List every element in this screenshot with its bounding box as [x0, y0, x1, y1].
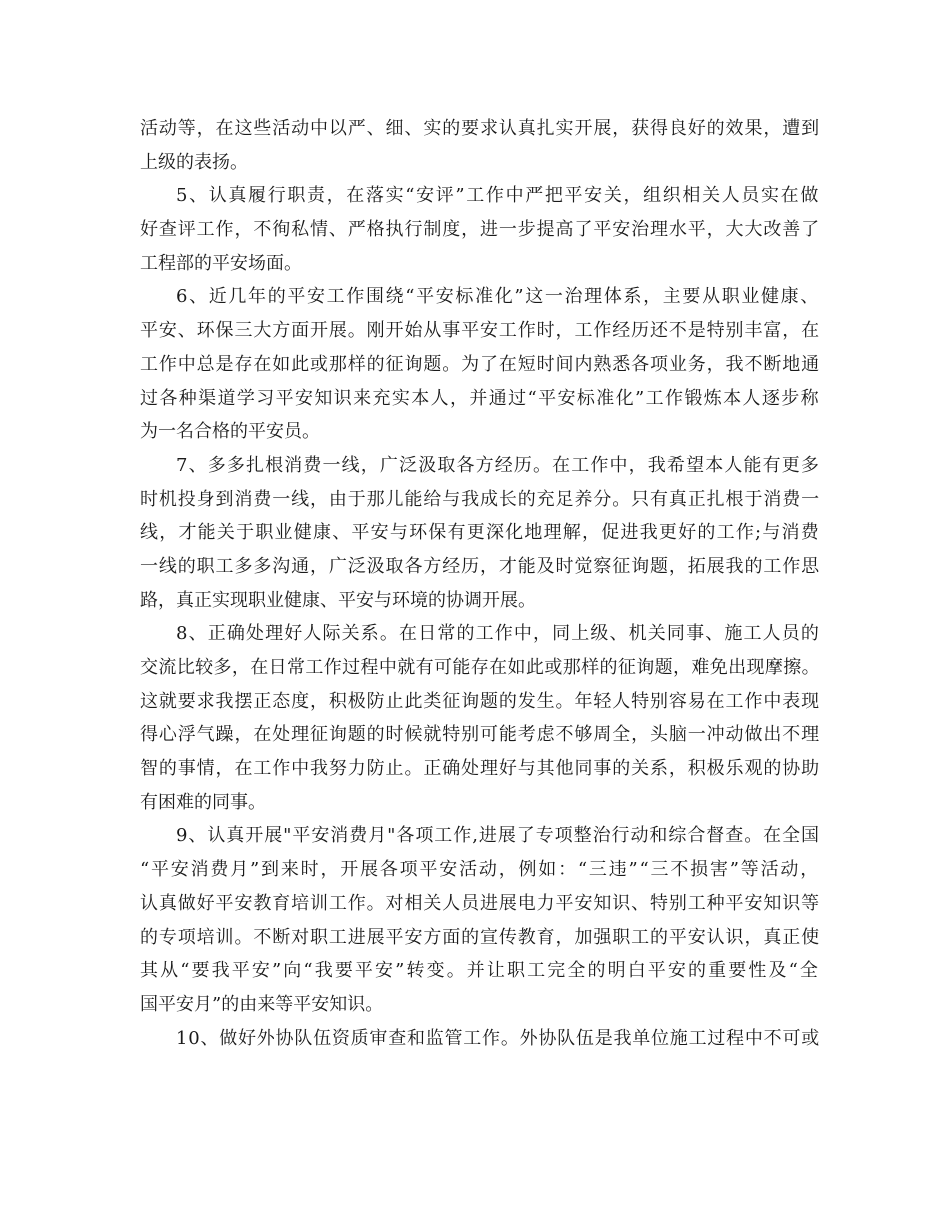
text-line: 国平安月”的由来等平安知识。: [140, 993, 384, 1015]
text-line: 过各种渠道学习平安知识来充实本人，并通过“平安标准化”工作锻炼本人逐步称: [140, 387, 821, 409]
paragraph-first-line: 8、正确处理好人际关系。在日常的工作中，同上级、机关同事、施工人员的: [176, 623, 821, 645]
text-line: 得心浮气躁，在处理征询题的时候就特别可能考虑不够周全，头脑一冲动做出不理: [140, 724, 820, 746]
text-line: 的专项培训。不断对职工进展平安方面的宣传教育，加强职工的平安认识，真正使: [140, 926, 820, 948]
paragraph-first-line: 9、认真开展"平安消费月"各项工作,进展了专项整治行动和综合督查。在全国: [176, 825, 821, 847]
text-line: 为一名合格的平安员。: [140, 421, 320, 443]
text-line: 线，才能关于职业健康、平安与环保有更深化地理解，促进我更好的工作;与消费: [140, 522, 820, 544]
text-line: 上级的表扬。: [140, 151, 248, 173]
text-line: 这就要求我摆正态度，积极防止此类征询题的发生。年轻人特别容易在工作中表现: [140, 690, 820, 712]
text-line: 工程部的平安场面。: [140, 252, 302, 274]
text-line: 时机投身到消费一线，由于那儿能给与我成长的充足养分。只有真正扎根于消费一: [140, 488, 820, 510]
text-line: 认真做好平安教育培训工作。对相关人员进展电力平安知识、特别工种平安知识等: [140, 892, 820, 914]
text-line: 平安、环保三大方面开展。刚开始从事平安工作时，工作经历还不是特别丰富，在: [140, 320, 820, 342]
text-line: 好查评工作，不徇私情、严格执行制度，进一步提高了平安治理水平，大大改善了: [140, 219, 820, 241]
text-line: 活动等，在这些活动中以严、细、实的要求认真扎实开展，获得良好的效果，遭到: [140, 118, 820, 139]
text-line: 一线的职工多多沟通，广泛汲取各方经历，才能及时觉察征询题，拓展我的工作思: [140, 555, 820, 577]
paragraph-first-line: 6、近几年的平安工作围绕“平安标准化”这一治理体系，主要从职业健康、: [176, 286, 820, 308]
paragraph-first-line: 7、多多扎根消费一线，广泛汲取各方经历。在工作中，我希望本人能有更多: [176, 454, 821, 476]
paragraph-first-line: 10、做好外协队伍资质审查和监管工作。外协队伍是我单位施工过程中不可或: [176, 1027, 820, 1049]
text-line: 有困难的同事。: [140, 791, 266, 813]
body-text: [140, 112, 820, 1055]
text-line: 智的事情，在工作中我努力防止。正确处理好与其他同事的关系，积极乐观的协助: [140, 758, 820, 780]
text-line: “平安消费月”到来时，开展各项平安活动，例如：“三违”“三不损害”等活动，: [140, 859, 820, 881]
text-line: 工作中总是存在如此或那样的征询题。为了在短时间内熟悉各项业务，我不断地通: [140, 353, 820, 375]
text-line: 其从“要我平安”向“我要平安”转变。并让职工完全的明白平安的重要性及“全: [140, 960, 821, 982]
paragraph-first-line: 5、认真履行职责，在落实“安评”工作中严把平安关，组织相关人员实在做: [176, 185, 820, 207]
text-line: 交流比较多，在日常工作过程中就有可能存在如此或那样的征询题，难免出现摩擦。: [140, 657, 820, 678]
text-line: 路，真正实现职业健康、平安与环境的协调开展。: [140, 589, 536, 611]
